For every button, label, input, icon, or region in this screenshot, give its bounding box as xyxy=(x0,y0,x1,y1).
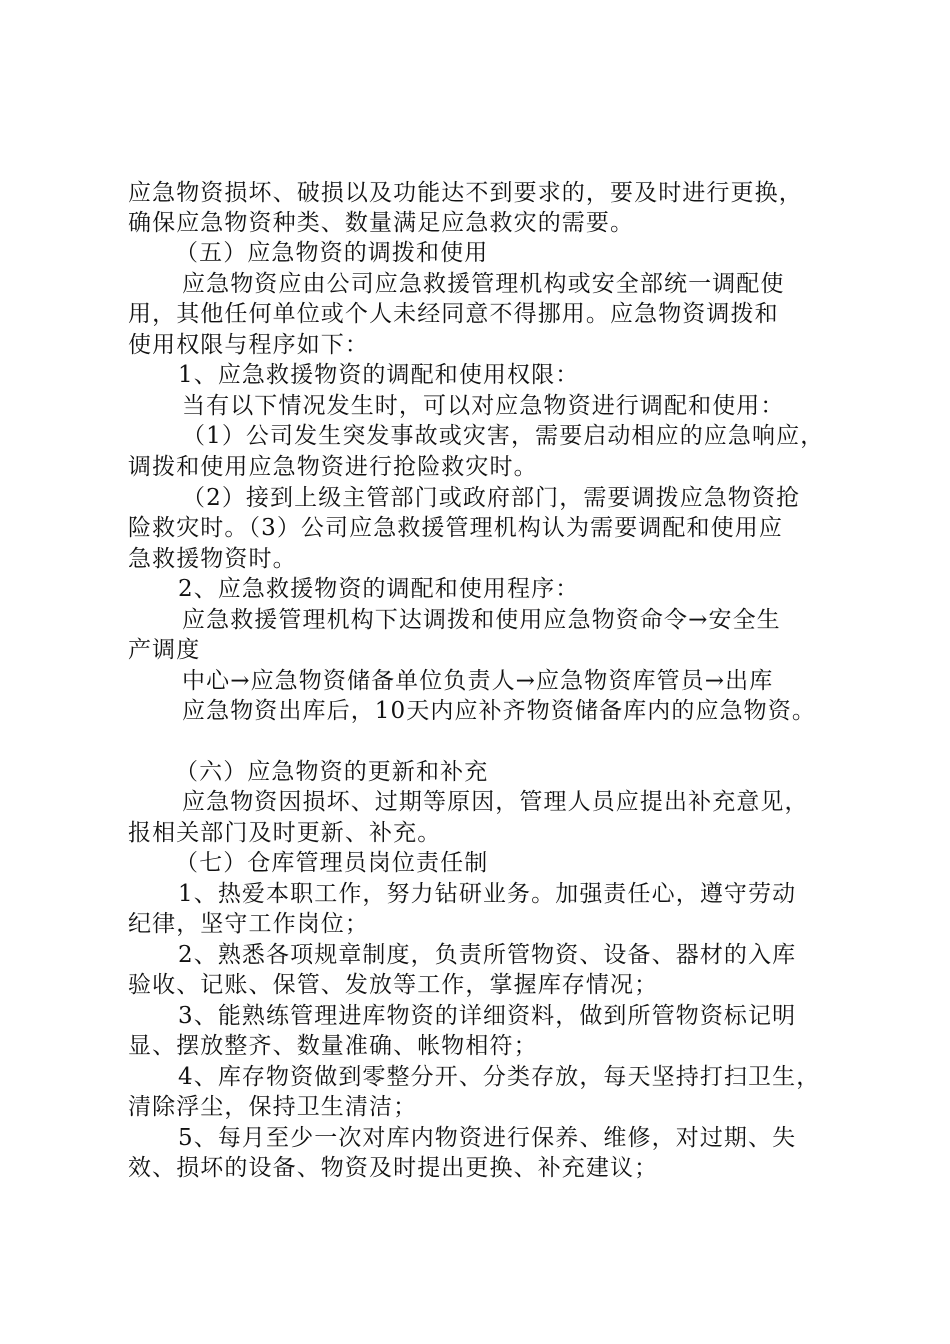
text-line: 报相关部门及时更新、补充。 xyxy=(128,820,442,846)
text-line: 应急救援管理机构下达调拨和使用应急物资命令→安全生 xyxy=(182,607,781,633)
text-line: 3、能熟练管理进库物资的详细资料，做到所管物资标记明 xyxy=(178,1003,797,1029)
text-line: 确保应急物资种类、数量满足应急救灾的需要。 xyxy=(128,210,635,236)
text-line: 应急物资损坏、破损以及功能达不到要求的，要及时进行更换， xyxy=(128,180,803,206)
text-line: 应急物资因损坏、过期等原因，管理人员应提出补充意见， xyxy=(182,789,809,815)
text-line: （1）公司发生突发事故或灾害，需要启动相应的应急响应， xyxy=(182,423,825,449)
text-line: 1、热爱本职工作，努力钻研业务。加强责任心，遵守劳动 xyxy=(178,881,797,907)
text-line: 效、损坏的设备、物资及时提出更换、补充建议； xyxy=(128,1155,659,1181)
text-line: 险救灾时。（3）公司应急救援管理机构认为需要调配和使用应 xyxy=(128,515,783,541)
text-line: 调拨和使用应急物资进行抢险救灾时。 xyxy=(128,454,538,480)
text-line: 用，其他任何单位或个人未经同意不得挪用。应急物资调拨和 xyxy=(128,301,779,327)
text-line: 2、应急救援物资的调配和使用程序： xyxy=(178,576,580,602)
text-line: 显、摆放整齐、数量准确、帐物相符； xyxy=(128,1033,538,1059)
text-line: 4、库存物资做到零整分开、分类存放，每天坚持打扫卫生， xyxy=(178,1064,821,1090)
text-line: 应急物资应由公司应急救援管理机构或安全部统一调配使 xyxy=(182,271,785,297)
text-line: 产调度 xyxy=(128,637,201,663)
text-line: 2、熟悉各项规章制度，负责所管物资、设备、器材的入库 xyxy=(178,942,797,968)
text-line: （2）接到上级主管部门或政府部门，需要调拨应急物资抢 xyxy=(182,485,801,511)
section-heading: （六）应急物资的更新和补充 xyxy=(175,759,489,785)
text-line: 急救援物资时。 xyxy=(128,546,297,572)
text-line: 1、应急救援物资的调配和使用权限： xyxy=(178,362,580,388)
text-line: 纪律，坚守工作岗位； xyxy=(128,911,369,937)
text-line: 使用权限与程序如下： xyxy=(128,332,369,358)
section-heading: （七）仓库管理员岗位责任制 xyxy=(175,850,489,876)
section-heading: （五）应急物资的调拨和使用 xyxy=(175,240,489,266)
text-line: 当有以下情况发生时，可以对应急物资进行调配和使用： xyxy=(182,393,785,419)
text-line: 5、每月至少一次对库内物资进行保养、维修，对过期、失 xyxy=(178,1125,797,1151)
text-line: 清除浮尘，保持卫生清洁； xyxy=(128,1094,418,1120)
text-line: 应急物资出库后，10天内应补齐物资储备库内的应急物资。 xyxy=(182,698,816,724)
text-line: 中心→应急物资储备单位负责人→应急物资库管员→出库 xyxy=(182,668,774,694)
text-line: 验收、记账、保管、发放等工作，掌握库存情况； xyxy=(128,972,659,998)
